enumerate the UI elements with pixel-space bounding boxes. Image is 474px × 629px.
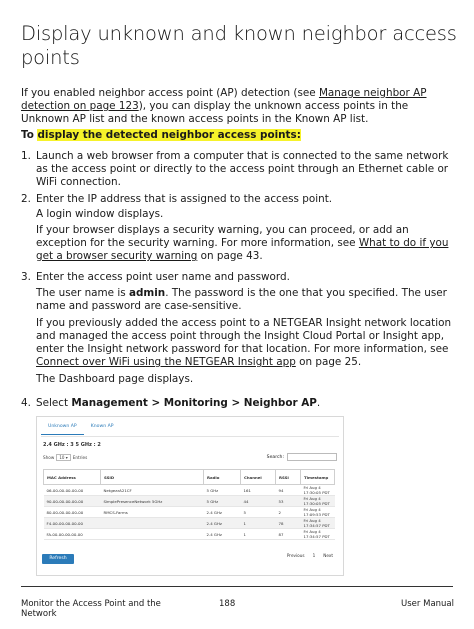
entries-select[interactable] — [56, 454, 70, 461]
table-header-row — [44, 470, 335, 485]
radio-counts: 2.4 GHz : 3 5 GHz : 2 — [43, 442, 101, 448]
cell-ssid: RMCS-Farms — [101, 507, 204, 518]
tab-unknown-ap[interactable]: Unknown AP — [41, 421, 84, 435]
cell-mac: 80-00-00-00-00-00 — [44, 507, 101, 518]
show-label: Show — [43, 455, 55, 460]
intro-text-2: ), you can display the unknown access points in the Unknown AP list and the known access points in the Known AP list. — [21, 100, 409, 125]
neighbor-ap-table — [43, 469, 335, 540]
refresh-button[interactable]: Refresh — [42, 554, 74, 564]
step-3-insight-note — [36, 317, 456, 369]
step-2-note — [36, 224, 456, 263]
step-3-insight-text: If you previously added the access point to a NETGEAR Insight network location and managed the access point through the Insight Cloud Portal or Insight app, enter the Insight network password for that location. For more information, see — [36, 317, 452, 355]
table-row — [44, 507, 335, 518]
step-1-number: 1. — [21, 150, 31, 162]
cell-channel: 161 — [241, 485, 276, 496]
step-2-text: Enter the IP address that is assigned to the access point. — [36, 193, 333, 205]
cell-mac: 06-00-00-00-00-00 — [44, 485, 101, 496]
cell-rssi: 53 — [276, 496, 301, 507]
column-mac-address[interactable]: MAC Address — [44, 470, 101, 485]
footer-divider — [21, 586, 453, 587]
tab-known-ap[interactable]: Known AP — [90, 424, 114, 429]
table-row — [44, 485, 335, 496]
cell-timestamp: Fri Aug 4 17:34:57 PDT — [301, 529, 335, 540]
column-radio[interactable]: Radio — [204, 470, 241, 485]
entries-select-value: 10 — [59, 455, 65, 460]
next-button[interactable]: Next — [323, 553, 333, 558]
table-row — [44, 529, 335, 540]
step-3-password-text: . The password is the one that you specified. The user name and password are case-sensitive. — [36, 287, 447, 312]
cell-channel: 1 — [241, 529, 276, 540]
step-2-note-page: on page 43. — [197, 250, 263, 262]
cell-timestamp: Fri Aug 4 17:34:57 PDT — [301, 518, 335, 529]
page-title: Display unknown and known neighbor access points — [21, 22, 457, 69]
cell-radio: 5 GHz — [204, 485, 241, 496]
cell-mac: 90-00-00-00-00-00 — [44, 496, 101, 507]
step-3-username-note — [36, 287, 456, 313]
procedure-heading-prefix: To — [21, 129, 38, 141]
cell-timestamp: Fri Aug 4 17:09:53 PDT — [301, 507, 335, 518]
cell-channel: 1 — [241, 518, 276, 529]
chevron-down-icon: ▾ — [65, 455, 68, 460]
step-2-note-text: If your browser displays a security warning, you can proceed, or add an exception for the security warning. For more information, see — [36, 224, 409, 249]
column-ssid[interactable]: SSID — [101, 470, 204, 485]
cell-ssid: NetgearA21CF — [101, 485, 204, 496]
cell-rssi: 2 — [276, 507, 301, 518]
browser-warning-link[interactable]: What to do if you get a browser security warning — [36, 237, 449, 262]
page-1-button[interactable]: 1 — [312, 553, 316, 558]
username-value: admin — [128, 287, 166, 299]
step-4-period: . — [316, 397, 321, 409]
step-4-number: 4. — [21, 397, 31, 409]
procedure-heading — [21, 129, 457, 142]
step-1-text: Launch a web browser from a computer that is connected to the same network as the access point or directly to the access point through an Ethernet cable or WiFi connection. — [36, 150, 449, 188]
table-row — [44, 496, 335, 507]
search-label: Search: — [266, 454, 284, 460]
cell-ssid: SimplePresenceNetwork 5GHz — [101, 496, 204, 507]
search-area — [267, 453, 337, 461]
step-2-number: 2. — [21, 193, 31, 205]
step-3-username-text: The user name is — [36, 287, 129, 299]
cell-radio: 5 GHz — [204, 496, 241, 507]
entries-label: Entries — [72, 455, 88, 460]
step-4-select: Select — [36, 397, 72, 409]
cell-mac: F4-00-00-00-00-00 — [44, 518, 101, 529]
cell-radio: 2.4 GHz — [204, 507, 241, 518]
cell-timestamp: Fri Aug 4 17:30:05 PDT — [301, 496, 335, 507]
intro-text-1: If you enabled neighbor access point (AP) detection (see — [21, 87, 319, 99]
previous-button[interactable]: Previous — [286, 553, 305, 558]
footer-page-number: 188 — [219, 599, 236, 609]
cell-ssid — [101, 518, 204, 529]
footer-section-title: Monitor the Access Point and the Network — [21, 599, 161, 619]
cell-rssi: 78 — [276, 518, 301, 529]
cell-channel: 5 — [241, 507, 276, 518]
footer-manual-title: User Manual — [401, 599, 454, 609]
table-row — [44, 518, 335, 529]
manage-neighbor-ap-link[interactable]: Manage neighbor AP detection on page 123 — [21, 87, 427, 112]
cell-ssid — [101, 529, 204, 540]
insight-app-link[interactable]: Connect over WiFi using the NETGEAR Insight app — [36, 356, 296, 368]
ap-tabs — [41, 421, 120, 435]
column-rssi[interactable]: RSSI — [276, 470, 301, 485]
neighbor-ap-screenshot — [36, 416, 344, 576]
cell-rssi: 94 — [276, 485, 301, 496]
intro-paragraph — [21, 87, 457, 126]
cell-channel: 44 — [241, 496, 276, 507]
cell-mac: FA-00-00-00-00-00 — [44, 529, 101, 540]
procedure-heading-text: display the detected neighbor access points: — [37, 129, 301, 141]
show-entries — [43, 454, 87, 461]
step-3-insight-page: on page 25. — [295, 356, 362, 368]
cell-radio: 2.4 GHz — [204, 529, 241, 540]
cell-timestamp: Fri Aug 4 17:30:05 PDT — [301, 485, 335, 496]
cell-rssi: 87 — [276, 529, 301, 540]
column-channel[interactable]: Channel — [241, 470, 276, 485]
menu-path: Management > Monitoring > Neighbor AP — [71, 397, 317, 409]
column-timestamp[interactable]: Timestamp — [301, 470, 335, 485]
step-3-result: The Dashboard page displays. — [36, 373, 194, 385]
pagination — [287, 553, 333, 558]
tab-divider — [41, 436, 339, 437]
step-4-text — [36, 397, 456, 410]
step-2-result: A login window displays. — [36, 208, 164, 220]
step-3-text: Enter the access point user name and password. — [36, 271, 290, 283]
step-3-number: 3. — [21, 271, 31, 283]
cell-radio: 2.4 GHz — [204, 518, 241, 529]
search-input[interactable] — [287, 453, 337, 461]
